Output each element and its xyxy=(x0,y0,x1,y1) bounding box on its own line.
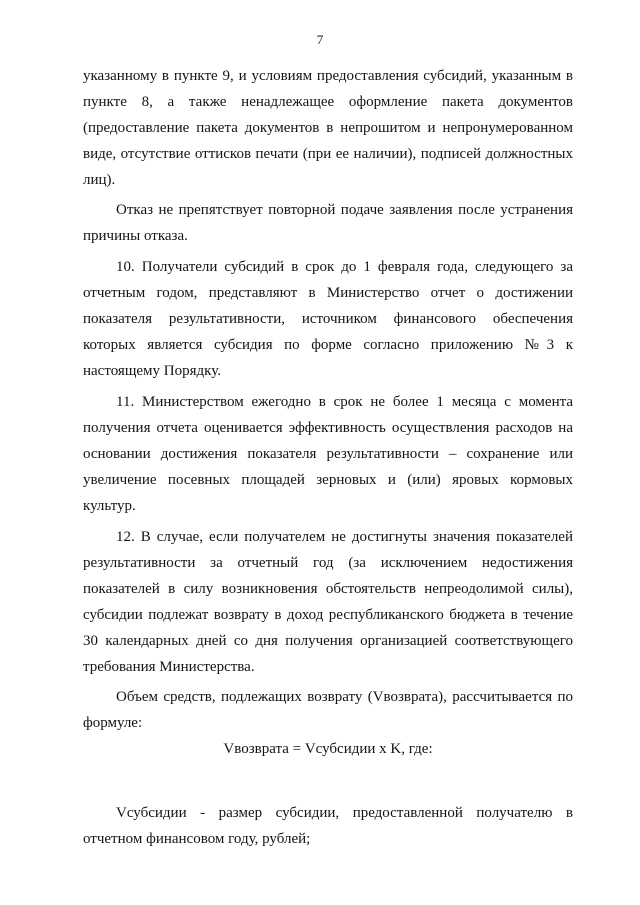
paragraph-clause-10: 10. Получатели субсидий в срок до 1 февраля года, следующего за отчетным годом, представляют в Министерство отчет о достижении показателя результативности, источником финансового обеспечения которых является субсидия по форме согласно приложению №3 к настоящему Порядку. xyxy=(83,259,573,379)
paragraph-definition: Vсубсидии - размер субсидии, предоставленной получателю в отчетном финансовом году, рублей; xyxy=(83,805,573,847)
paragraph-clause-12: 12. В случае, если получателем не достигнуты значения показателей результативности за отчетный год (за исключением недостижения показателей в силу возникновения обстоятельств непреодолимой силы), субсидии подлежат возврату в доход республиканского бюджета в течение 30 календарных дней со дня получения организацией соответствующего требования Министерства. xyxy=(83,529,573,675)
paragraph-continuation: указанному в пункте 9, и условиям предоставления субсидий, указанным в пункте 8, а также ненадлежащее оформление пакета документов (предоставление пакета документов в непрошитом и непронумерованном виде, отсутствие оттисков печати (при ее наличии), подписей должностных лиц). xyxy=(83,68,573,188)
document-body xyxy=(83,63,573,852)
paragraph-clause-11: 11. Министерством ежегодно в срок не более 1 месяца с момента получения отчета оценивается эффективность осуществления расходов на основании достижения показателя результативности – сохранение или увеличение посевных площадей зерновых и (или) яровых кормовых культур. xyxy=(83,394,573,514)
paragraph-refusal-note: Отказ не препятствует повторной подаче заявления после устранения причины отказа. xyxy=(83,202,573,244)
refund-formula: Vвозврата = Vсубсидии x K, где: xyxy=(223,741,433,757)
page-number: 7 xyxy=(316,32,324,47)
paragraph-refund-volume: Объем средств, подлежащих возврату (Vвозврата), рассчитывается по формуле: xyxy=(83,689,573,731)
